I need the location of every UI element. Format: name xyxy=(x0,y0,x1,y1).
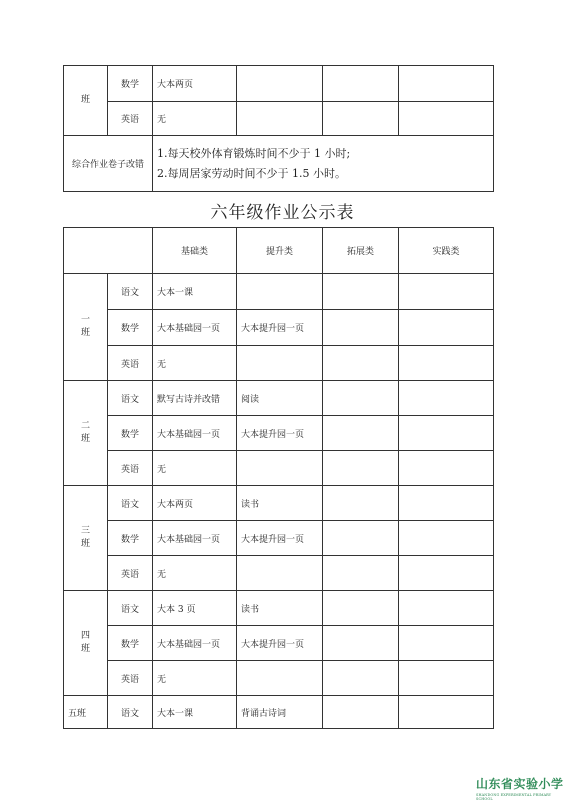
header-practice: 实践类 xyxy=(399,228,494,274)
basic-cell: 大本一课 xyxy=(153,274,237,310)
basic-cell: 大本 3 页 xyxy=(153,591,237,626)
basic-cell: 大本基础园一页 xyxy=(153,310,237,346)
table-row xyxy=(64,451,494,486)
subject-cell: 数学 xyxy=(108,521,153,556)
table-row xyxy=(64,310,494,346)
practice-cell xyxy=(399,66,494,102)
class-label: 二 班 xyxy=(64,381,108,486)
improve-cell: 读书 xyxy=(237,591,323,626)
class-label: 五班 xyxy=(64,696,108,729)
expand-cell xyxy=(323,381,399,416)
improve-cell: 读书 xyxy=(237,486,323,521)
improve-cell: 大本提升园一页 xyxy=(237,310,323,346)
school-name: 山东省实验小学 xyxy=(476,777,564,791)
basic-cell: 大本一课 xyxy=(153,696,237,729)
basic-cell: 大本基础园一页 xyxy=(153,416,237,451)
comprehensive-line-2: 2.每周居家劳动时间不少于 1.5 小时。 xyxy=(157,166,346,180)
subject-cell: 语文 xyxy=(108,274,153,310)
header-expand: 拓展类 xyxy=(323,228,399,274)
subject-cell: 数学 xyxy=(108,626,153,661)
expand-cell xyxy=(323,66,399,102)
header-row xyxy=(64,228,494,274)
class-label: 一 班 xyxy=(64,274,108,381)
expand-cell xyxy=(323,451,399,486)
subject-cell: 英语 xyxy=(108,556,153,591)
expand-cell xyxy=(323,661,399,696)
improve-cell xyxy=(237,556,323,591)
expand-cell xyxy=(323,696,399,729)
basic-cell: 无 xyxy=(153,556,237,591)
expand-cell xyxy=(323,274,399,310)
expand-cell xyxy=(323,486,399,521)
improve-cell: 大本提升园一页 xyxy=(237,416,323,451)
table-row xyxy=(64,626,494,661)
comprehensive-label: 综合作业卷子改错 xyxy=(64,136,153,192)
subject-cell: 英语 xyxy=(108,451,153,486)
practice-cell xyxy=(399,556,494,591)
header-basic: 基础类 xyxy=(153,228,237,274)
improve-cell: 大本提升园一页 xyxy=(237,521,323,556)
header-improve: 提升类 xyxy=(237,228,323,274)
basic-cell: 无 xyxy=(153,451,237,486)
grade6-homework-table xyxy=(63,227,494,729)
subject-cell: 语文 xyxy=(108,591,153,626)
prev-grade-table xyxy=(63,65,494,192)
subject-cell: 语文 xyxy=(108,696,153,729)
improve-cell xyxy=(237,451,323,486)
comprehensive-line-1: 1.每天校外体育锻炼时间不少于 1 小时; xyxy=(157,146,351,160)
table-row xyxy=(64,591,494,626)
practice-cell xyxy=(399,102,494,136)
comprehensive-text xyxy=(153,136,494,192)
improve-cell xyxy=(237,274,323,310)
practice-cell xyxy=(399,591,494,626)
improve-cell: 背诵古诗词 xyxy=(237,696,323,729)
subject-cell: 数学 xyxy=(108,66,153,102)
expand-cell xyxy=(323,626,399,661)
practice-cell xyxy=(399,346,494,381)
practice-cell xyxy=(399,381,494,416)
practice-cell xyxy=(399,696,494,729)
expand-cell xyxy=(323,102,399,136)
table-row xyxy=(64,416,494,451)
table-row xyxy=(64,521,494,556)
school-logo xyxy=(476,773,565,801)
expand-cell xyxy=(323,521,399,556)
improve-cell xyxy=(237,66,323,102)
subject-cell: 语文 xyxy=(108,381,153,416)
expand-cell xyxy=(323,591,399,626)
comprehensive-row xyxy=(64,136,494,192)
basic-cell: 大本基础园一页 xyxy=(153,626,237,661)
basic-cell: 无 xyxy=(153,661,237,696)
practice-cell xyxy=(399,626,494,661)
table-row xyxy=(64,66,494,102)
table-row xyxy=(64,661,494,696)
subject-cell: 数学 xyxy=(108,310,153,346)
basic-cell: 无 xyxy=(153,102,237,136)
improve-cell: 阅读 xyxy=(237,381,323,416)
class-label: 三 班 xyxy=(64,486,108,591)
expand-cell xyxy=(323,310,399,346)
subject-cell: 数学 xyxy=(108,416,153,451)
table-row xyxy=(64,556,494,591)
subject-cell: 英语 xyxy=(108,346,153,381)
practice-cell xyxy=(399,451,494,486)
expand-cell xyxy=(323,346,399,381)
practice-cell xyxy=(399,661,494,696)
table-row xyxy=(64,346,494,381)
basic-cell: 大本基础园一页 xyxy=(153,521,237,556)
practice-cell xyxy=(399,521,494,556)
improve-cell xyxy=(237,661,323,696)
table-row xyxy=(64,486,494,521)
basic-cell: 大本两页 xyxy=(153,486,237,521)
table-row xyxy=(64,274,494,310)
school-english-name: SHANDONG EXPERIMENTAL PRIMARY SCHOOL xyxy=(476,793,552,801)
basic-cell: 无 xyxy=(153,346,237,381)
table-row xyxy=(64,696,494,729)
practice-cell xyxy=(399,310,494,346)
table-row xyxy=(64,102,494,136)
improve-cell xyxy=(237,102,323,136)
subject-cell: 英语 xyxy=(108,102,153,136)
improve-cell: 大本提升园一页 xyxy=(237,626,323,661)
class-label: 四 班 xyxy=(64,591,108,696)
practice-cell xyxy=(399,416,494,451)
subject-cell: 英语 xyxy=(108,661,153,696)
improve-cell xyxy=(237,346,323,381)
practice-cell xyxy=(399,486,494,521)
subject-cell: 语文 xyxy=(108,486,153,521)
practice-cell xyxy=(399,274,494,310)
expand-cell xyxy=(323,416,399,451)
corner-cell xyxy=(64,228,153,274)
page-title: 六年级作业公示表 xyxy=(210,203,355,223)
class-label: 班 xyxy=(64,66,108,136)
basic-cell: 默写古诗并改错 xyxy=(153,381,237,416)
table-row xyxy=(64,381,494,416)
basic-cell: 大本两页 xyxy=(153,66,237,102)
expand-cell xyxy=(323,556,399,591)
